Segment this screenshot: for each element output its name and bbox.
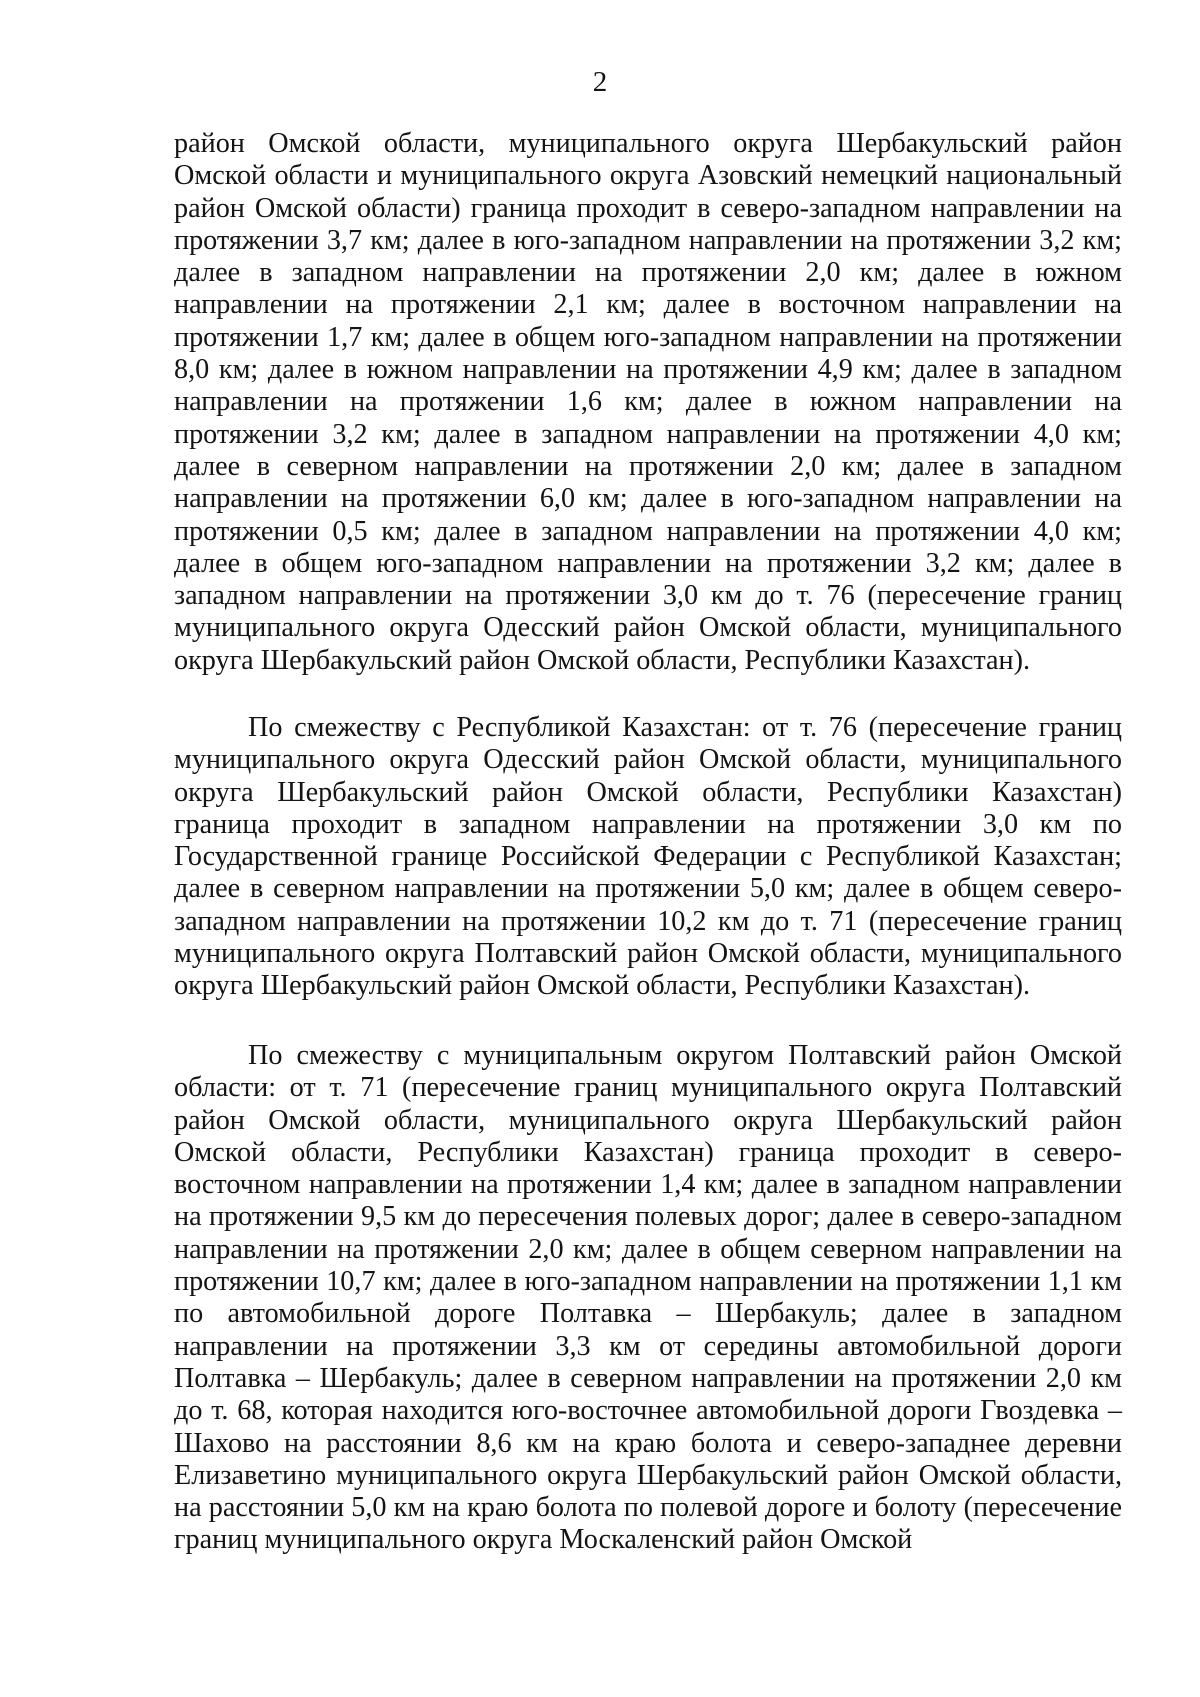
page-number: 2 bbox=[592, 66, 608, 98]
paragraph-boundary-continuation: район Омской области, муниципального округа Шербакульский район Омской области и муниципального округа Азовский немецкий национальный район Омской области) граница проходит в северо-западном направлении на протяжении 3,7 км; далее в юго-западном направлении на протяжении 3,2 км; далее в западном направлении на протяжении 2,0 км; далее в южном направлении на протяжении 2,1 км; далее в восточном направлении на протяжении 1,7 км; далее в общем юго-западном направлении на протяжении 8,0 км; далее в южном направлении на протяжении 4,9 км; далее в западном направлении на протяжении 1,6 км; далее в южном направлении на протяжении 3,2 км; далее в западном направлении на протяжении 4,0 км; далее в северном направлении на протяжении 2,0 км; далее в западном направлении на протяжении 6,0 км; далее в юго-западном направлении на протяжении 0,5 км; далее в западном направлении на протяжении 4,0 км; далее в общем юго-западном направлении на протяжении 3,2 км; далее в западном направлении на протяжении 3,0 км до т. 76 (пересечение границ муниципального округа Одесский район Омской области, муниципального округа Шербакульский район Омской области, Республики Казахстан). bbox=[174, 128, 1122, 676]
paragraph-poltavsky-border: По смежеству с муниципальным округом Полтавский район Омской области: от т. 71 (пересечение границ муниципального округа Полтавский район Омской области, муниципального округа Шербакульский район Омской области, Республики Казахстан) граница проходит в северо-восточном направлении на протяжении 1,4 км; далее в западном направлении на протяжении 9,5 км до пересечения полевых дорог; далее в северо-западном направлении на протяжении 2,0 км; далее в общем северном направлении на протяжении 10,7 км; далее в юго-западном направлении на протяжении 1,1 км по автомобильной дороге Полтавка – Шербакуль; далее в западном направлении на протяжении 3,3 км от середины автомобильной дороги Полтавка – Шербакуль; далее в северном направлении на протяжении 2,0 км до т. 68, которая находится юго-восточнее автомобильной дороги Гвоздевка – Шахово на расстоянии 8,6 км на краю болота и северо-западнее деревни Елизаветино муниципального округа Шербакульский район Омской области, на расстоянии 5,0 км на краю болота по полевой дороге и болоту (пересечение границ муниципального округа Москаленский район Омской bbox=[174, 1040, 1122, 1556]
paragraph-kazakhstan-border: По смежеству с Республикой Казахстан: от т. 76 (пересечение границ муниципального округа Одесский район Омской области, муниципального округа Шербакульский район Омской области, Республики Казахстан) граница проходит в западном направлении на протяжении 3,0 км по Государственной границе Российской Федерации с Республикой Казахстан; далее в северном направлении на протяжении 5,0 км; далее в общем северо-западном направлении на протяжении 10,2 км до т. 71 (пересечение границ муниципального округа Полтавский район Омской области, муниципального округа Шербакульский район Омской области, Республики Казахстан). bbox=[174, 712, 1122, 1002]
